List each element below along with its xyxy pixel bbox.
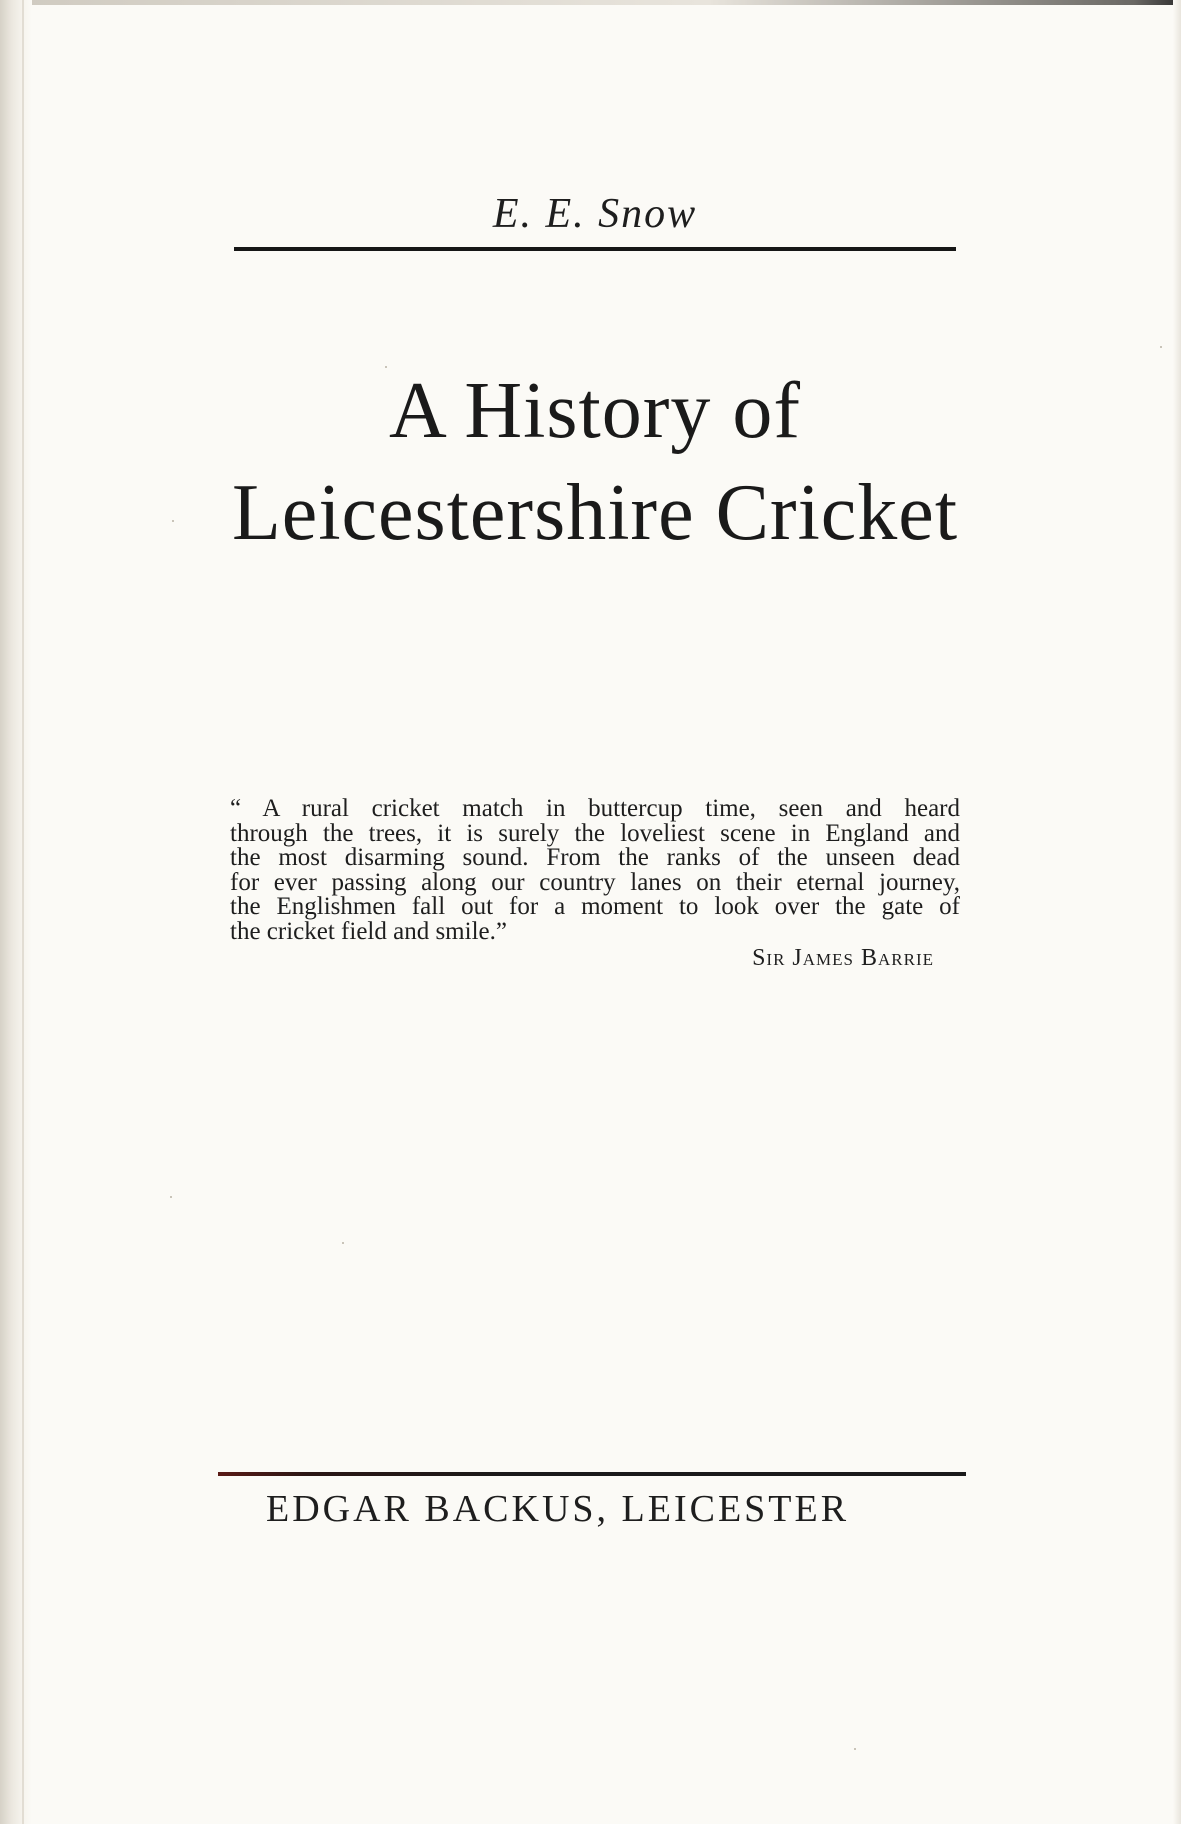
epigraph-line: the cricket field and smile.” bbox=[230, 917, 507, 945]
author-rule bbox=[234, 247, 956, 251]
paper-speck bbox=[342, 1242, 344, 1244]
epigraph-attribution: Sir James Barrie bbox=[752, 945, 934, 971]
publisher-imprint: EDGAR BACKUS, LEICESTER bbox=[266, 1488, 850, 1530]
paper-speck bbox=[172, 520, 174, 522]
author-name: E. E. Snow bbox=[492, 191, 698, 237]
publisher-rule bbox=[218, 1472, 966, 1476]
page-top-edge bbox=[0, 0, 1181, 5]
book-title-line-1: A History of bbox=[389, 367, 801, 455]
epigraph-line: “ A rural cricket match in buttercup time, seen and heard bbox=[230, 795, 960, 822]
book-title bbox=[200, 360, 990, 564]
paper-speck bbox=[1160, 346, 1162, 348]
epigraph-line: for ever passing along our country lanes on their eternal journey, bbox=[230, 868, 960, 896]
epigraph bbox=[230, 797, 960, 944]
paper-speck bbox=[854, 1748, 856, 1750]
epigraph-line: the most disarming sound. From the ranks of the unseen dead bbox=[230, 844, 960, 871]
paper-speck bbox=[170, 1196, 172, 1198]
page-gutter bbox=[0, 0, 32, 1824]
gutter-crease bbox=[22, 0, 24, 1824]
paper-speck bbox=[385, 366, 387, 368]
epigraph-line: the Englishmen fall out for a moment to look over the gate of bbox=[230, 893, 960, 920]
epigraph-line: through the trees, it is surely the loveliest scene in England and bbox=[230, 819, 960, 847]
page-right-edge bbox=[1173, 0, 1181, 1824]
book-title-line-2: Leicestershire Cricket bbox=[231, 469, 959, 557]
